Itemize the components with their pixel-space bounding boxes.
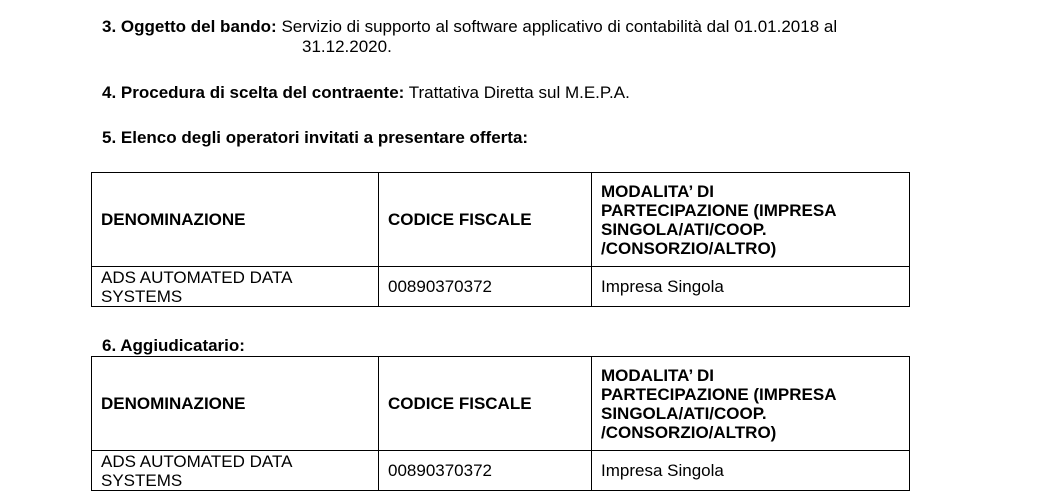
table-header-row <box>92 173 910 267</box>
section-6-awardee <box>102 336 245 356</box>
cell-modalita-partecipazione: Impresa Singola <box>592 267 910 307</box>
section-3-continuation: 31.12.2020. <box>302 37 392 56</box>
invited-operators-table <box>91 172 910 307</box>
section-4-text: Trattativa Diretta sul M.E.P.A. <box>404 83 630 102</box>
section-3-subject <box>102 17 837 37</box>
section-4-label: 4. Procedura di scelta del contraente: <box>102 83 405 102</box>
cell-codice-fiscale: 00890370372 <box>379 267 592 307</box>
header-denominazione: DENOMINAZIONE <box>92 357 379 451</box>
section-4-procedure <box>102 83 630 103</box>
section-5-invited-operators <box>102 128 528 148</box>
header-codice-fiscale: CODICE FISCALE <box>379 173 592 267</box>
table-header-row <box>92 357 910 451</box>
header-modalita-partecipazione: MODALITA’ DI PARTECIPAZIONE (IMPRESA SINGOLA/ATI/COOP. /CONSORZIO/ALTRO) <box>592 357 910 451</box>
section-3-label: 3. Oggetto del bando: <box>102 17 277 36</box>
cell-denominazione: ADS AUTOMATED DATA SYSTEMS <box>92 267 379 307</box>
table-row <box>92 267 910 307</box>
section-6-label: 6. Aggiudicatario: <box>102 336 245 355</box>
section-3-text: Servizio di supporto al software applicativo di contabilità dal 01.01.2018 al <box>276 17 838 36</box>
cell-denominazione: ADS AUTOMATED DATA SYSTEMS <box>92 451 379 491</box>
header-codice-fiscale: CODICE FISCALE <box>379 357 592 451</box>
section-5-label: 5. Elenco degli operatori invitati a presentare offerta: <box>102 128 529 147</box>
header-modalita-partecipazione: MODALITA’ DI PARTECIPAZIONE (IMPRESA SINGOLA/ATI/COOP. /CONSORZIO/ALTRO) <box>592 173 910 267</box>
table-row <box>92 451 910 491</box>
header-denominazione: DENOMINAZIONE <box>92 173 379 267</box>
cell-modalita-partecipazione: Impresa Singola <box>592 451 910 491</box>
awardee-table <box>91 356 910 491</box>
cell-codice-fiscale: 00890370372 <box>379 451 592 491</box>
